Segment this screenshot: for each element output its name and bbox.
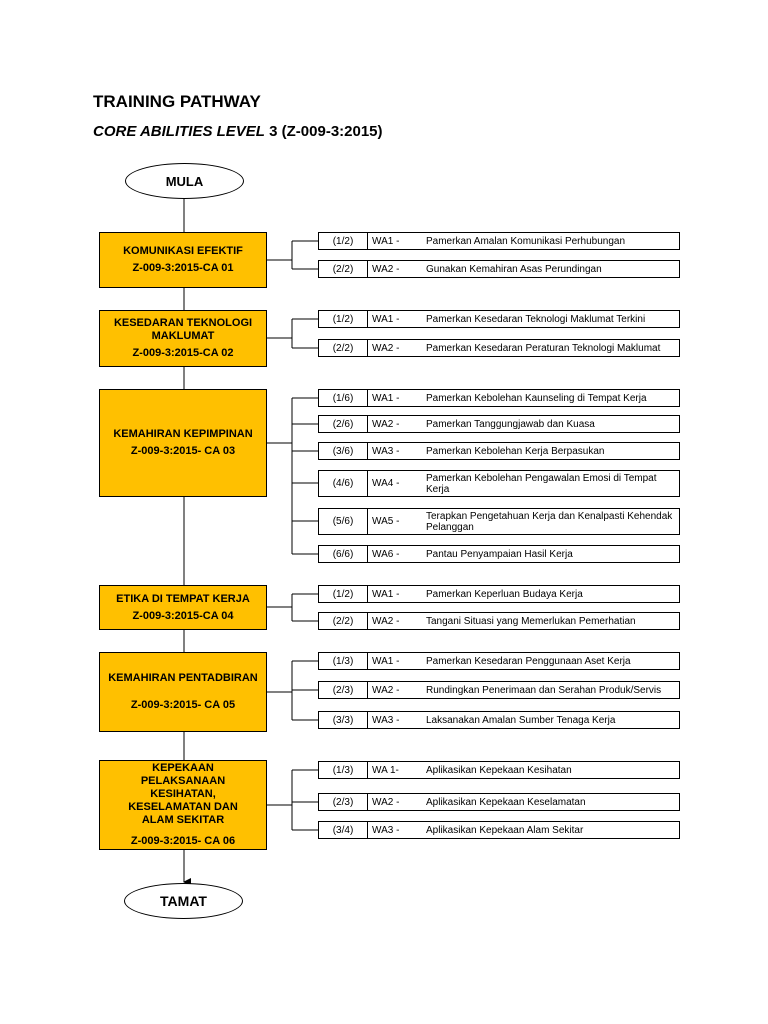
item-number: (1/3) <box>332 764 354 776</box>
start-terminal: MULA <box>125 163 244 199</box>
item-code: WA2 - <box>367 340 418 356</box>
item-code: WA4 - <box>367 471 418 496</box>
item-number: (1/2) <box>332 235 354 247</box>
item-text: Pamerkan Kesedaran Teknologi Maklumat Terkini <box>426 313 646 325</box>
item-text: Gunakan Kemahiran Asas Perundingan <box>426 263 602 275</box>
item-code: WA1 - <box>367 233 418 249</box>
item-number: (2/2) <box>332 263 354 275</box>
list-item <box>318 442 680 460</box>
item-number: (1/6) <box>332 392 354 404</box>
item-number: (1/3) <box>332 655 354 667</box>
list-item <box>318 681 680 699</box>
item-code: WA3 - <box>367 443 418 459</box>
item-code: WA 1- <box>367 762 418 778</box>
item-text: Pamerkan Kesedaran Penggunaan Aset Kerja <box>426 655 631 667</box>
list-item <box>318 711 680 729</box>
item-code: WA3 - <box>367 712 418 728</box>
item-code: WA1 - <box>367 390 418 406</box>
list-item <box>318 612 680 630</box>
item-number: (2/2) <box>332 615 354 627</box>
item-text: Pamerkan Tanggungjawab dan Kuasa <box>426 418 595 430</box>
item-code: WA1 - <box>367 311 418 327</box>
module-title: KOMUNIKASI EFEKTIF <box>123 245 243 257</box>
module-code: Z-009-3:2015- CA 03 <box>130 445 236 457</box>
module-box-ca02 <box>99 310 267 367</box>
list-item <box>318 470 680 497</box>
item-text: Aplikasikan Kepekaan Kesihatan <box>426 764 572 776</box>
module-code: Z-009-3:2015- CA 05 <box>130 699 236 711</box>
item-number: (3/6) <box>332 445 354 457</box>
page-title: TRAINING PATHWAY <box>93 92 261 111</box>
list-item <box>318 415 680 433</box>
item-text: Pamerkan Keperluan Budaya Kerja <box>426 588 583 600</box>
list-item <box>318 793 680 811</box>
item-code: WA2 - <box>367 416 418 432</box>
item-number: (2/3) <box>332 796 354 808</box>
module-title: KEPEKAAN PELAKSANAAN KESIHATAN, KESELAMATAN DAN ALAM SEKITAR <box>128 762 238 826</box>
item-code: WA1 - <box>367 653 418 669</box>
item-text: Aplikasikan Kepekaan Alam Sekitar <box>426 824 584 836</box>
list-item <box>318 585 680 603</box>
module-box-ca04 <box>99 585 267 630</box>
module-title: ETIKA DI TEMPAT KERJA <box>116 592 250 605</box>
item-code: WA2 - <box>367 682 418 698</box>
list-item <box>318 310 680 328</box>
module-box-ca03 <box>99 389 267 497</box>
list-item <box>318 339 680 357</box>
item-number: (2/3) <box>332 684 354 696</box>
item-text: Laksanakan Amalan Sumber Tenaga Kerja <box>426 714 616 726</box>
item-text: Pamerkan Kebolehan Kerja Berpasukan <box>426 445 605 457</box>
item-number: (1/2) <box>332 588 354 600</box>
list-item <box>318 545 680 563</box>
subtitle-rest: 3 (Z-009-3:2015) <box>264 123 383 140</box>
subtitle-italic: CORE ABILITIES LEVEL <box>93 123 265 140</box>
module-title: KESEDARAN TEKNOLOGI MAKLUMAT <box>113 317 253 342</box>
item-number: (3/4) <box>332 824 354 836</box>
item-number: (3/3) <box>332 714 354 726</box>
module-box-ca05 <box>99 652 267 732</box>
item-text: Aplikasikan Kepekaan Keselamatan <box>426 796 586 808</box>
item-number: (6/6) <box>332 548 354 560</box>
item-text: Pamerkan Kesedaran Peraturan Teknologi Maklumat <box>426 342 661 354</box>
item-number: (2/6) <box>332 418 354 430</box>
item-text: Pamerkan Amalan Komunikasi Perhubungan <box>426 235 626 247</box>
module-title: KEMAHIRAN PENTADBIRAN <box>108 672 258 684</box>
item-text: Terapkan Pengetahuan Kerja dan Kenalpasti Kehendak Pelanggan <box>426 510 673 533</box>
item-code: WA3 - <box>367 822 418 838</box>
item-code: WA5 - <box>367 509 418 534</box>
item-number: (5/6) <box>332 516 354 527</box>
item-text: Pamerkan Kebolehan Pengawalan Emosi di Tempat Kerja <box>426 472 657 495</box>
module-code: Z-009-3:2015- CA 06 <box>130 835 236 847</box>
item-code: WA1 - <box>367 586 418 602</box>
module-box-ca01 <box>99 232 267 288</box>
list-item <box>318 389 680 407</box>
list-item <box>318 652 680 670</box>
module-code: Z-009-3:2015-CA 02 <box>132 347 234 359</box>
end-terminal: TAMAT <box>124 883 243 919</box>
item-text: Pantau Penyampaian Hasil Kerja <box>426 548 573 560</box>
item-number: (1/2) <box>332 313 354 325</box>
item-code: WA2 - <box>367 794 418 810</box>
item-text: Tangani Situasi yang Memerlukan Pemerhatian <box>426 615 636 627</box>
item-number: (2/2) <box>332 342 354 354</box>
item-code: WA2 - <box>367 261 418 277</box>
list-item <box>318 232 680 250</box>
item-number: (4/6) <box>332 478 354 489</box>
item-code: WA6 - <box>367 546 418 562</box>
list-item <box>318 260 680 278</box>
list-item <box>318 761 680 779</box>
list-item <box>318 508 680 535</box>
list-item <box>318 821 680 839</box>
item-text: Pamerkan Kebolehan Kaunseling di Tempat Kerja <box>426 392 647 404</box>
module-code: Z-009-3:2015-CA 04 <box>132 609 234 622</box>
module-code: Z-009-3:2015-CA 01 <box>132 262 234 274</box>
item-code: WA2 - <box>367 613 418 629</box>
module-title: KEMAHIRAN KEPIMPINAN <box>113 428 253 440</box>
item-text: Rundingkan Penerimaan dan Serahan Produk/Servis <box>426 684 662 696</box>
module-box-ca06 <box>99 760 267 850</box>
